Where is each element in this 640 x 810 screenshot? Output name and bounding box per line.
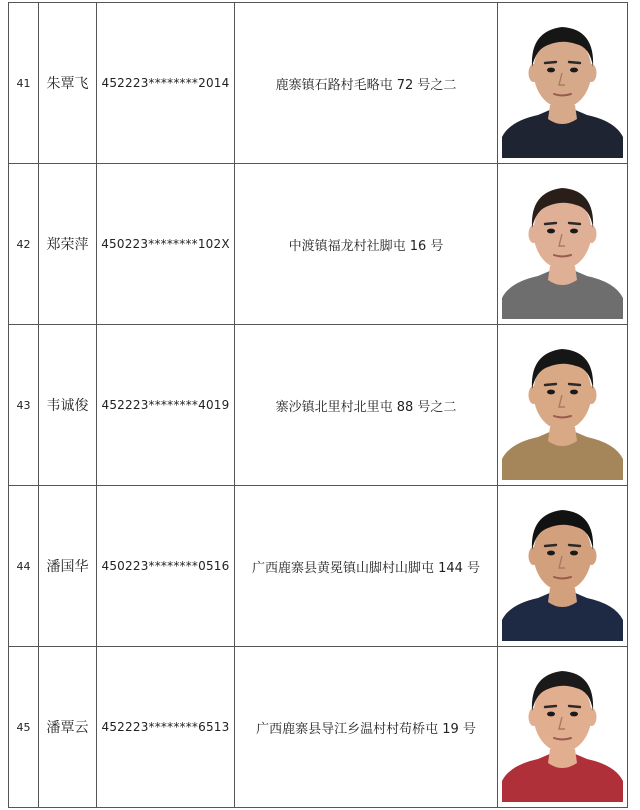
photo-cell xyxy=(498,325,628,486)
person-name: 潘覃云 xyxy=(39,647,97,808)
table-row xyxy=(9,164,628,325)
photo-cell xyxy=(498,164,628,325)
home-address: 寨沙镇北里村北里屯 88 号之二 xyxy=(235,325,498,486)
table-row xyxy=(9,3,628,164)
portrait-photo xyxy=(502,653,623,802)
id-number: 452223********4019 xyxy=(97,325,235,486)
person-photo-icon xyxy=(502,653,623,802)
portrait-photo xyxy=(502,492,623,641)
photo-cell xyxy=(498,486,628,647)
roster-table xyxy=(8,2,628,808)
row-number: 41 xyxy=(9,3,39,164)
id-number: 452223********2014 xyxy=(97,3,235,164)
row-number: 45 xyxy=(9,647,39,808)
row-number: 42 xyxy=(9,164,39,325)
person-name: 潘国华 xyxy=(39,486,97,647)
id-number: 450223********102X xyxy=(97,164,235,325)
table-row xyxy=(9,325,628,486)
home-address: 广西鹿寨县黄冕镇山脚村山脚屯 144 号 xyxy=(235,486,498,647)
portrait-photo xyxy=(502,170,623,319)
person-photo-icon xyxy=(502,492,623,641)
home-address: 广西鹿寨县导江乡温村村苟桥屯 19 号 xyxy=(235,647,498,808)
id-number: 452223********6513 xyxy=(97,647,235,808)
person-name: 韦诚俊 xyxy=(39,325,97,486)
person-photo-icon xyxy=(502,331,623,480)
home-address: 鹿寨镇石路村毛略屯 72 号之二 xyxy=(235,3,498,164)
person-name: 郑荣萍 xyxy=(39,164,97,325)
portrait-photo xyxy=(502,331,623,480)
photo-cell xyxy=(498,3,628,164)
person-photo-icon xyxy=(502,9,623,158)
person-photo-icon xyxy=(502,170,623,319)
portrait-photo xyxy=(502,9,623,158)
row-number: 44 xyxy=(9,486,39,647)
person-name: 朱覃飞 xyxy=(39,3,97,164)
table-row xyxy=(9,647,628,808)
table-row xyxy=(9,486,628,647)
home-address: 中渡镇福龙村社脚屯 16 号 xyxy=(235,164,498,325)
id-number: 450223********0516 xyxy=(97,486,235,647)
photo-cell xyxy=(498,647,628,808)
row-number: 43 xyxy=(9,325,39,486)
